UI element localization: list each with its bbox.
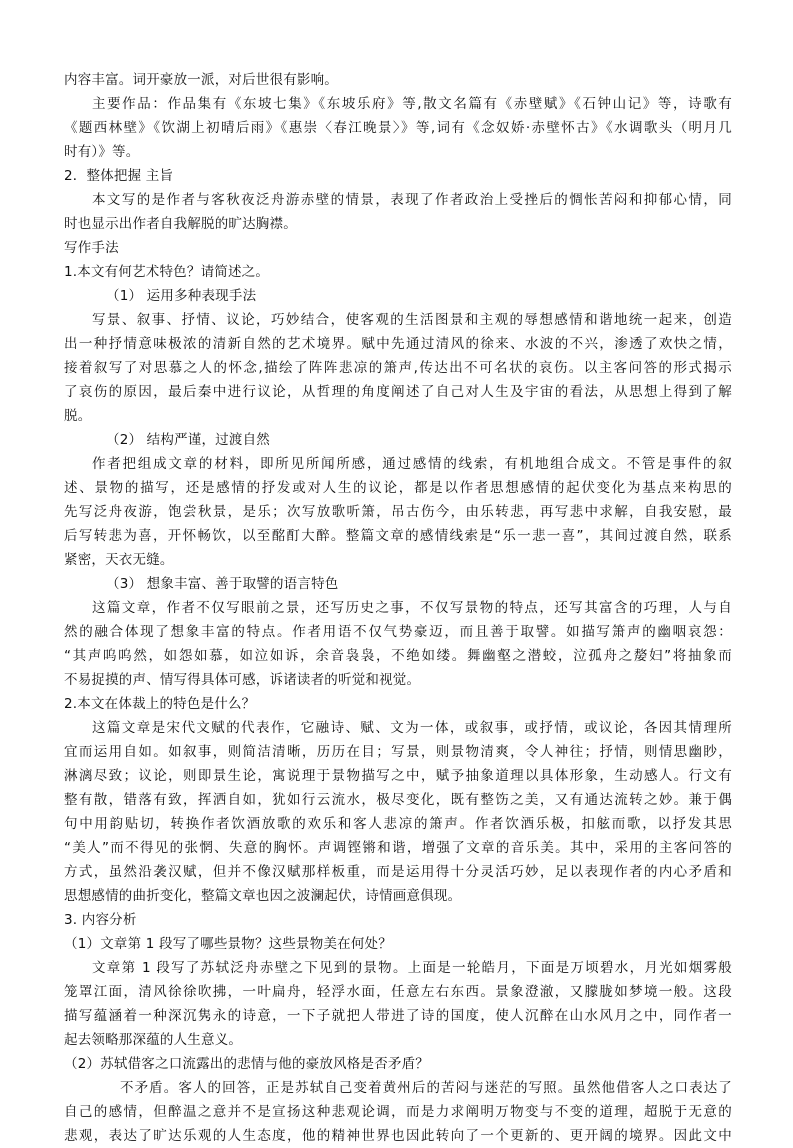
text-line: 起去领略那深蕴的人生意义。: [64, 1032, 243, 1048]
text-line: 出一种抒情意味极浓的清新自然的艺术境界。赋中先通过清风的徐来、水波的不兴，渗透了欢快之情，: [64, 336, 732, 352]
text-line: 宜而运用自如。如叙事，则简洁清晰，历历在目；写景，则景物清爽，令人神往；抒情，则情思幽眇，: [64, 744, 732, 760]
text-line: 方式，虽然沿袭汉赋，但并不像汉赋那样板重，而是运用得十分灵活巧妙，足以表现作者的内心矛盾和: [64, 864, 732, 880]
text-line: 《题西林壁》《饮湖上初晴后雨》《惠崇〈春江晚景〉》等,词有《念奴娇·赤壁怀古》《水调歌头（明月几: [64, 120, 732, 136]
text-line: （2） 结构严谨，过渡自然: [106, 432, 270, 448]
text-line: “美人”而不得见的张惘、失意的胸怀。声调铿锵和谐，增强了文章的音乐美。其中，采用的主客问答的: [64, 840, 732, 856]
text-line: （1）文章第 1 段写了哪些景物？这些景物美在何处？: [64, 936, 392, 952]
text-line: 笼罩江面，清风徐徐吹拂，一叶扁舟，轻浮水面，任意左右东西。景象澄澈，又朦胧如梦境一般。这段: [64, 984, 732, 1000]
text-line: 2．整体把握 主旨: [64, 168, 174, 184]
text-line: 这篇文章是宋代文赋的代表作，它融诗、赋、文为一体，或叙事，或抒情，或议论，各因其情理所: [92, 720, 732, 736]
text-line: 主要作品：作品集有《东坡七集》《东坡乐府》等,散文名篇有《赤壁赋》《石钟山记》等，诗歌有: [92, 96, 732, 112]
text-line: 这篇文章，作者不仅写眼前之景，还写历史之事，不仅写景物的特点，还写其富含的巧理，人与自: [92, 600, 732, 616]
text-line: 句中用韵贴切，转换作者饮酒放歌的欢乐和客人悲凉的箫声。作者饮酒乐极，扣舷而歌，以抒发其思: [64, 816, 732, 832]
text-line: 自己的感情，但醉温之意并不是宣扬这种悲观论调，而是力求阐明万物变与不变的道理，超脱于无意的: [64, 1104, 732, 1120]
text-line: 本文写的是作者与客秋夜泛舟游赤壁的情景，表现了作者政治上受挫后的惆怅苦闷和抑郁心情，同: [92, 192, 732, 208]
text-line: 2.本文在体裁上的特色是什么？: [64, 696, 256, 712]
text-line: 写景、叙事、抒情、议论，巧妙结合，使客观的生活图景和主观的辱想感情和谐地统一起来，创造: [92, 312, 732, 328]
text-line: 不易捉摸的声、情写得具体可感，诉诸读者的听觉和视觉。: [64, 672, 421, 688]
text-line: （2）苏轼借客之口流露出的悲情与他的豪放风格是否矛盾？: [64, 1056, 429, 1072]
text-line: 整有散，错落有致，挥洒自如，犹如行云流水，极尽变化，既有整饬之美，又有通达流转之妙。兼于偶: [64, 792, 732, 808]
text-line: 接着叙写了对思慕之人的怀念,描绘了阵阵悲凉的箫声,传达出不可名状的哀伤。以主客问答的形式揭示: [64, 360, 732, 376]
text-line: 写作手法: [64, 240, 119, 256]
text-line: 紧密，天衣无缝。: [64, 552, 174, 568]
text-line: 悲观，表达了旷达乐观的人生态度，他的精神世界也因此转向了一个更新的、更开阔的境界。因此文中: [64, 1128, 732, 1144]
text-line: 3. 内容分析: [64, 912, 137, 928]
text-line: 了哀伤的原因，最后秦中进行议论，从哲理的角度阐述了自己对人生及宇宙的看法，从思想上得到了解: [64, 384, 732, 400]
text-line: （3） 想象丰富、善于取譬的语言特色: [106, 576, 339, 592]
text-line: 时也显示出作者自我解脱的旷达胸襟。: [64, 216, 297, 232]
text-line: 1.本文有何艺术特色？请简述之。: [64, 264, 270, 280]
text-line: “其声呜呜然，如怨如慕，如泣如诉，余音袅袅，不绝如缕。舞幽壑之潜蛟，泣孤舟之嫠妇”将抽象而: [64, 648, 732, 664]
text-line: 内容丰富。词开豪放一派，对后世很有影响。: [64, 72, 338, 88]
text-line: 不矛盾。客人的回答，正是苏轼自己变着黄州后的苦闷与迷茫的写照。虽然他借客人之口表达了: [120, 1080, 732, 1096]
text-line: 然的融合体现了想象丰富的特点。作者用语不仅气势豪迈，而且善于取譬。如描写箫声的幽咽哀怨：: [64, 624, 732, 640]
text-line: 作者把组成文章的材料，即所见所闻所感，通过感情的线索，有机地组合成文。不管是事件的叙: [92, 456, 732, 472]
text-line: 时有）》等。: [64, 144, 140, 160]
text-line: 描写蕴涵着一种深沉隽永的诗意，一下子就把人带进了诗的国度，使人沉醉在山水风月之中，同作者一: [64, 1008, 732, 1024]
text-line: （1） 运用多种表现手法: [106, 288, 257, 304]
text-line: 文章第 1 段写了苏轼泛舟赤壁之下见到的景物。上面是一轮皓月，下面是万顷碧水，月光如烟雾般: [92, 960, 732, 976]
text-line: 后写转悲为喜，开怀畅饮，以至酩酊大醉。整篇文章的感情线索是“乐一悲一喜”，其间过渡自然，联系: [64, 528, 732, 544]
text-line: 淋漓尽致；议论，则即景生论，寓说理于景物描写之中，赋予抽象道理以具体形象，生动感人。行文有: [64, 768, 732, 784]
text-line: 先写泛舟夜游，饱尝秋景，是乐；次写放歌听箫，吊古伤今，由乐转悲，再写悲中求解，自我安慰，最: [64, 504, 732, 520]
text-line: 脱。: [64, 408, 92, 424]
text-line: 述、景物的描写，还是感情的抒发或对人生的议论，都是以作者思想感情的起伏变化为基点来构思的: [64, 480, 732, 496]
text-line: 思想感情的曲折变化，整篇文章也因之波澜起伏，诗情画意俱现。: [64, 888, 462, 904]
